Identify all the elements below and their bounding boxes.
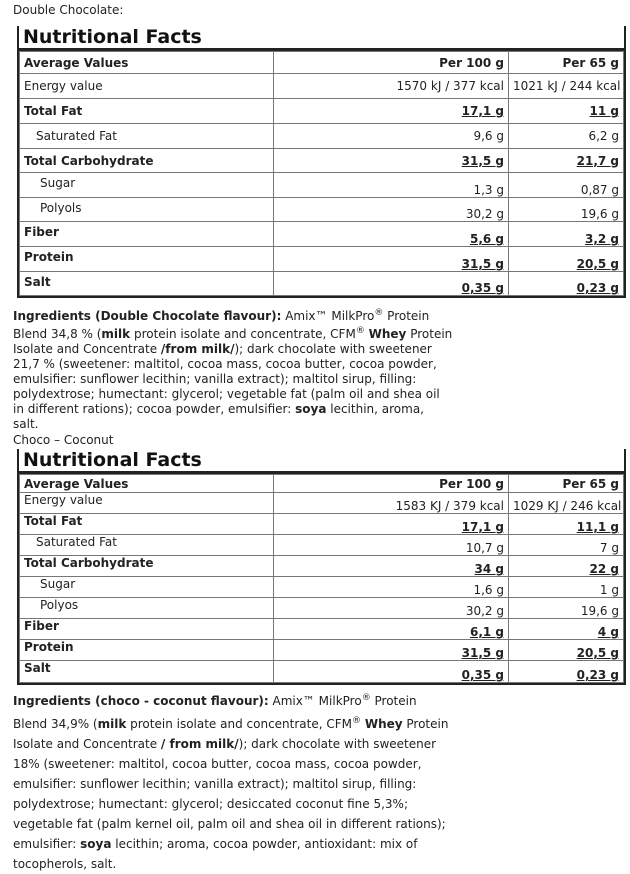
row-per-portion: 19,6 g (509, 598, 624, 619)
row-per-portion: 1029 KJ / 246 kcal (509, 493, 624, 514)
header-per-portion: Per 65 g (509, 475, 624, 493)
row-label: Saturated Fat (20, 124, 274, 149)
row-per-portion: 7 g (509, 535, 624, 556)
row-per-portion: 1 g (509, 577, 624, 598)
table-row (20, 272, 624, 296)
header-per-portion: Per 65 g (509, 52, 624, 74)
ingredients-title: Ingredients (Double Chocolate flavour): (13, 309, 282, 323)
row-per-100g: 1,3 g (274, 173, 509, 198)
table-row (20, 173, 624, 198)
table-row (20, 124, 624, 149)
table-row (20, 535, 624, 556)
row-per-portion: 0,23 g (509, 661, 624, 683)
row-per-100g: 31,5 g (274, 247, 509, 272)
allergen-milk: milk (97, 717, 127, 731)
row-per-100g: 17,1 g (274, 99, 509, 124)
ingredients-fragment: protein isolate and concentrate, CFM (130, 327, 356, 341)
nutrition-facts-heading: Nutritional Facts (19, 449, 624, 474)
row-per-portion: 0,87 g (509, 173, 624, 198)
ingredients-fragment: ); dark chocolate with sweetener 21,7 % (sweetener: maltitol, cocoa mass, cocoa butter, cocoa powder, emulsifier: sunflower lecithin; vanilla extract); maltitol sirup, filling: polydextrose; humectant: glycerol; vegetable fat (palm oil and shea oil in different rations); cocoa powder, emulsifier: (13, 342, 440, 416)
row-per-100g: 30,2 g (274, 198, 509, 222)
row-per-100g: 17,1 g (274, 514, 509, 535)
table-row (20, 640, 624, 661)
row-label: Protein (20, 247, 274, 272)
header-per-100g: Per 100 g (274, 475, 509, 493)
row-per-100g: 5,6 g (274, 222, 509, 247)
ingredients-fragment: Amix™ MilkPro (268, 694, 362, 708)
table-header-row (20, 475, 624, 493)
table-row (20, 149, 624, 173)
row-label: Protein (20, 640, 274, 661)
table-header-row (20, 52, 624, 74)
row-label: Saturated Fat (20, 535, 274, 556)
row-per-portion: 11 g (509, 99, 624, 124)
table-row (20, 222, 624, 247)
allergen-soya: soya (80, 837, 112, 851)
row-label: Polyos (20, 598, 274, 619)
table-row (20, 598, 624, 619)
row-per-portion: 11,1 g (509, 514, 624, 535)
section-title-choco-coconut: Choco – Coconut (13, 433, 114, 447)
registered-mark: ® (352, 716, 361, 726)
row-per-portion: 6,2 g (509, 124, 624, 149)
table-row (20, 198, 624, 222)
table-row (20, 99, 624, 124)
row-label: Energy value (20, 493, 274, 514)
ingredients-title: Ingredients (choco - coconut flavour): (13, 694, 269, 708)
nutrition-table (19, 51, 624, 296)
row-per-100g: 1,6 g (274, 577, 509, 598)
registered-mark: ® (361, 693, 371, 703)
row-per-100g: 10,7 g (274, 535, 509, 556)
row-per-portion: 22 g (509, 556, 624, 577)
row-label: Sugar (20, 173, 274, 198)
row-per-portion: 0,23 g (509, 272, 624, 296)
row-per-portion: 1021 kJ / 244 kcal (509, 74, 624, 99)
table-row (20, 74, 624, 99)
row-per-100g: 30,2 g (274, 598, 509, 619)
row-label: Polyols (20, 198, 274, 222)
ingredients-fragment: Protein Blend 34,8 % ( (13, 309, 430, 341)
ingredients-fragment: Protein Isolate and Concentrate (13, 717, 449, 751)
table-row (20, 514, 624, 535)
ingredients-fragment: Amix™ MilkPro (281, 309, 375, 323)
row-label: Total Carbohydrate (20, 556, 274, 577)
row-per-100g: 31,5 g (274, 149, 509, 173)
row-label: Energy value (20, 74, 274, 99)
row-label: Salt (20, 272, 274, 296)
nutrition-table (19, 474, 624, 683)
row-per-100g: 6,1 g (274, 619, 509, 640)
ingredients-text-2 (13, 688, 453, 874)
section-title-double-chocolate: Double Chocolate: (13, 3, 124, 17)
ingredients-fragment: lecithin; aroma, cocoa powder, antioxidant: mix of tocopherols, salt. (13, 837, 418, 871)
header-per-100g: Per 100 g (274, 52, 509, 74)
ingredients-fragment: ); dark chocolate with sweetener 18% (sweetener: maltitol, cocoa butter, cocoa mass, cocoa powder, emulsifier: sunflower lecithin; vanilla extract); maltitol sirup, filling: polydextrose; humectant: glycerol; desiccated coconut fine 5,3%; vegetable fat (palm kernel oil, palm oil and shea oil in different rations); emulsifier: (13, 737, 446, 851)
row-per-100g: 0,35 g (274, 272, 509, 296)
allergen-whey: Whey (368, 327, 407, 341)
ingredients-text-1 (13, 306, 453, 432)
row-label: Salt (20, 661, 274, 683)
allergen-from-milk: / from milk/ (160, 737, 239, 751)
row-per-100g: 0,35 g (274, 661, 509, 683)
nutrition-facts-heading: Nutritional Facts (19, 26, 624, 51)
row-per-portion: 20,5 g (509, 640, 624, 661)
table-row (20, 577, 624, 598)
row-per-portion: 19,6 g (509, 198, 624, 222)
allergen-whey: Whey (364, 717, 403, 731)
row-per-portion: 21,7 g (509, 149, 624, 173)
table-row (20, 493, 624, 514)
header-average-values: Average Values (20, 52, 274, 74)
row-label: Total Carbohydrate (20, 149, 274, 173)
ingredients-fragment: Protein Blend 34,9% ( (13, 694, 417, 731)
header-average-values: Average Values (20, 475, 274, 493)
row-per-portion: 4 g (509, 619, 624, 640)
nutrition-facts-table-1 (17, 26, 626, 298)
ingredients-fragment: Protein Isolate and Concentrate (13, 327, 453, 356)
nutrition-facts-table-2 (17, 449, 626, 685)
table-row (20, 661, 624, 683)
row-per-portion: 3,2 g (509, 222, 624, 247)
ingredients-fragment: protein isolate and concentrate, CFM (126, 717, 352, 731)
row-label: Fiber (20, 222, 274, 247)
table-row (20, 556, 624, 577)
row-per-100g: 1570 kJ / 377 kcal (274, 74, 509, 99)
table-row (20, 247, 624, 272)
row-label: Sugar (20, 577, 274, 598)
registered-mark: ® (355, 326, 365, 336)
row-label: Total Fat (20, 99, 274, 124)
row-label: Fiber (20, 619, 274, 640)
allergen-milk: milk (101, 327, 131, 341)
table-row (20, 619, 624, 640)
row-per-100g: 9,6 g (274, 124, 509, 149)
row-per-portion: 20,5 g (509, 247, 624, 272)
allergen-soya: soya (295, 402, 327, 416)
row-per-100g: 31,5 g (274, 640, 509, 661)
row-label: Total Fat (20, 514, 274, 535)
row-per-100g: 34 g (274, 556, 509, 577)
registered-mark: ® (374, 308, 384, 318)
ingredients-fragment: lecithin, aroma, salt. (13, 402, 424, 431)
allergen-from-milk: /from milk/ (160, 342, 235, 356)
row-per-100g: 1583 KJ / 379 kcal (274, 493, 509, 514)
